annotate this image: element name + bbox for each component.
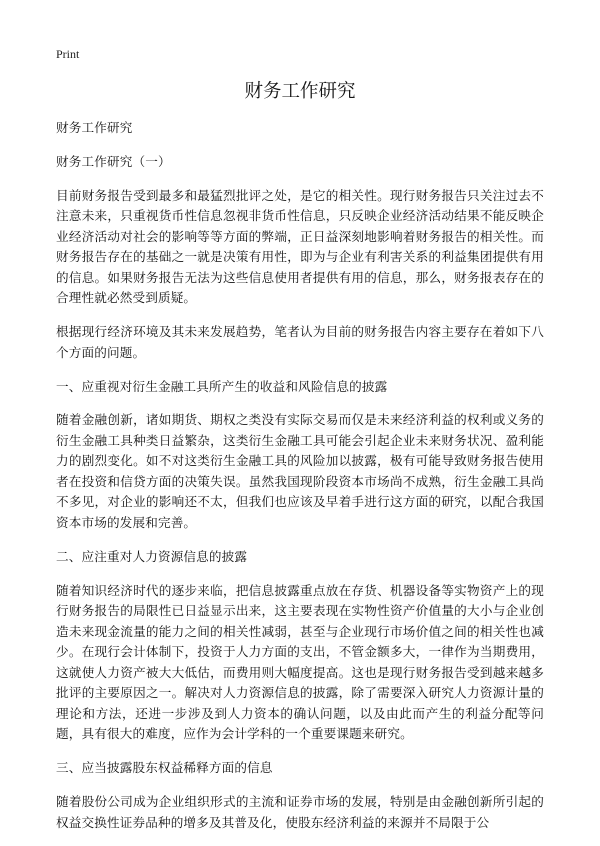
paragraph: 随着金融创新，诸如期货、期权之类没有实际交易而仅是未来经济利益的权利或义务的衍生金融工具种类日益繁杂，这类衍生金融工具可能会引起企业未来财务状况、盈利能力的剧烈变化。如不对这类衍生金融工具的风险加以披露，极有可能导致财务报告使用者在投资和信贷方面的决策失误。虽然我国现阶段资本市场尚不成熟，衍生金融工具尚不多见，对企业的影响还不太，但我们也应该及早着手进行这方面的研究，以配合我国资本市场的发展和完善。 — [56, 412, 544, 530]
paragraph-subtitle: 财务工作研究 — [56, 120, 133, 135]
paragraph: 随着股份公司成为企业组织形式的主流和证券市场的发展，特别是由金融创新所引起的权益交换性证券品种的增多及其普及化，使股东经济利益的来源并不局限于公 — [56, 794, 544, 830]
section-heading: 一、应重视对衍生金融工具所产生的收益和风险信息的披露 — [56, 378, 388, 394]
paragraph-section-label: 财务工作研究（一） — [56, 153, 171, 169]
paragraph: 随着知识经济时代的逐步来临，把信息披露重点放在存货、机器设备等实物资产上的现行财务报告的局限性已日益显示出来，这主要表现在实物性资产价值量的大小与企业创造未来现金流量的能力之间的相关性减弱，甚至与企业现行市场价值之间的相关性也减少。在现行会计体制下，投资于人力方面的支出，不管金额多大，一律作为当期费用，这就使人力资产被大大低估，而费用则大幅度提高。这也是现行财务报告受到越来越多批评的主要原因之一。解决对人力资源信息的披露，除了需要深入研究人力资源计量的理论和方法，还进一步涉及到人力资本的确认问题，以及由此而产生的利益分配等问题，具有很大的难度，应作为会计学科的一个重要课题来研究。 — [56, 582, 544, 742]
document-title: 财务工作研究 — [244, 81, 356, 102]
section-heading: 三、应当披露股东权益稀释方面的信息 — [56, 760, 273, 776]
print-label: Print — [56, 47, 80, 61]
paragraph: 目前财务报告受到最多和最猛烈批评之处，是它的相关性。现行财务报告只关注过去不注意未来，只重视货币性信息忽视非货币性信息，只反映企业经济活动结果不能反映企业经济活动对社会的影响等等方面的弊端，正日益深刻地影响着财务报告的相关性。而财务报告存在的基础之一就是决策有用性，即为与企业有利害关系的利益集团提供有用的信息。如果财务报告无法为这些信息使用者提供有用的信息，那么，财务报表存在的合理性就必然受到质疑。 — [56, 187, 544, 306]
paragraph: 根据现行经济环境及其未来发展趋势，笔者认为目前的财务报告内容主要存在着如下八个方面的问题。 — [56, 324, 544, 360]
document-body — [56, 118, 544, 846]
section-heading: 二、应注重对人力资源信息的披露 — [56, 548, 248, 564]
